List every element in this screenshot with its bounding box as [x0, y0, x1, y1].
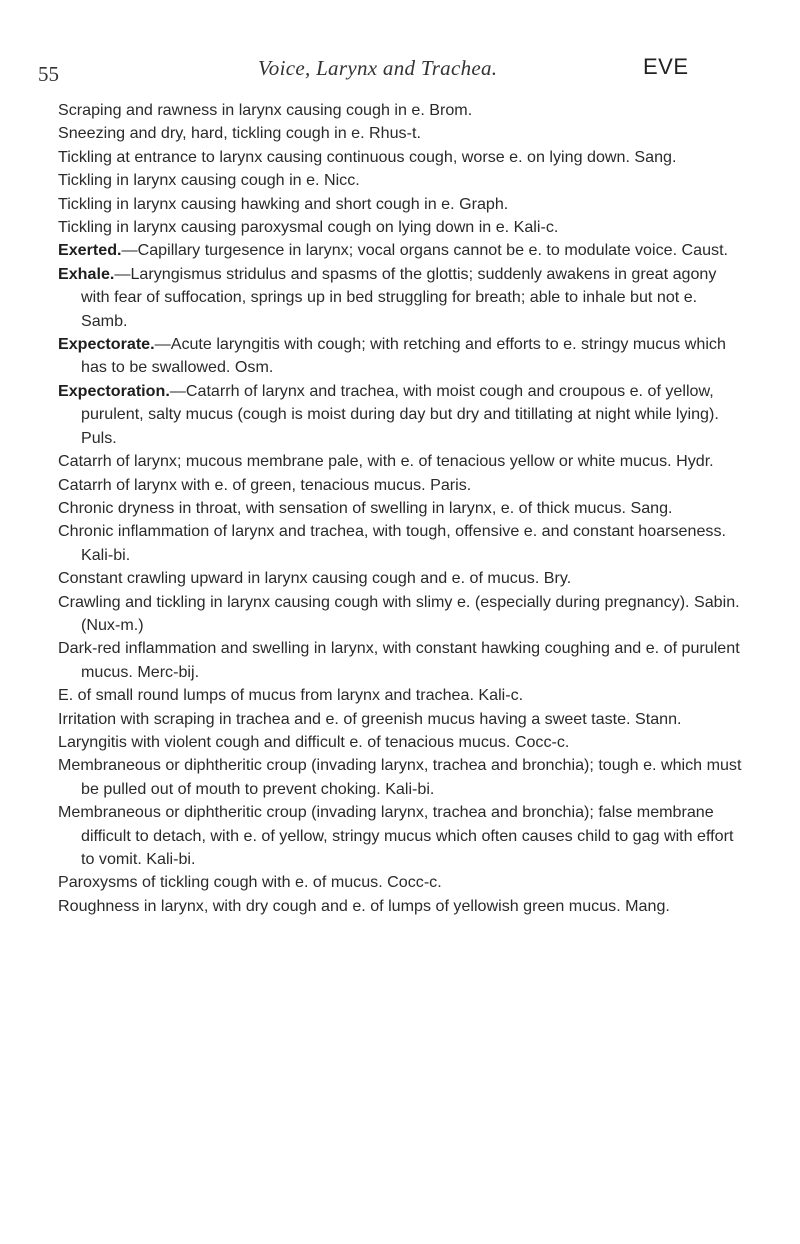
running-title: Voice, Larynx and Trachea. — [258, 56, 498, 80]
entry — [58, 567, 748, 590]
entry-text: Paroxysms of tickling cough with e. of mucus. Cocc-c. — [58, 873, 442, 892]
entry-text: Catarrh of larynx; mucous membrane pale, with e. of tenacious yellow or white mucus. Hydr. — [58, 452, 714, 471]
entry — [58, 754, 748, 801]
entry — [58, 637, 748, 684]
entry — [58, 801, 748, 871]
entry — [58, 450, 748, 473]
entry-heading: Expectorate. — [58, 335, 155, 354]
entry — [58, 169, 748, 192]
entry-text: —Laryngismus stridulus and spasms of the glottis; suddenly awakens in great agony with fear of suffocation, springs up in bed struggling for breath; able to inhale but not e. Samb. — [81, 264, 717, 330]
entry-text: Tickling in larynx causing paroxysmal cough on lying down in e. Kali-c. — [58, 218, 559, 237]
entry-list — [58, 99, 748, 918]
entry-text: Roughness in larynx, with dry cough and e. of lumps of yellowish green mucus. Mang. — [58, 896, 670, 915]
entry — [58, 871, 748, 894]
entry-text: Dark-red inflammation and swelling in larynx, with constant hawking coughing and e. of purulent mucus. Merc-bij. — [58, 639, 740, 681]
entry-text: Membraneous or diphtheritic croup (invading larynx, trachea and bronchia); tough e. which must be pulled out of mouth to prevent choking. Kali-bi. — [58, 756, 742, 798]
entry-heading: Exerted. — [58, 241, 122, 260]
entry — [58, 474, 748, 497]
entry — [58, 239, 748, 262]
entry — [58, 684, 748, 707]
entry — [58, 895, 748, 918]
page-number: 55 — [38, 62, 59, 86]
entry-heading: Exhale. — [58, 264, 115, 283]
entry-text: E. of small round lumps of mucus from larynx and trachea. Kali-c. — [58, 686, 524, 705]
entry — [58, 216, 748, 239]
entry — [58, 591, 748, 638]
entry-text: Chronic dryness in throat, with sensation of swelling in larynx, e. of thick mucus. Sang. — [58, 498, 673, 517]
entry-text: Laryngitis with violent cough and difficult e. of tenacious mucus. Cocc-c. — [58, 732, 570, 751]
entry — [58, 263, 748, 333]
entry-text: Catarrh of larynx with e. of green, tenacious mucus. Paris. — [58, 475, 472, 494]
entry-text: Membraneous or diphtheritic croup (invading larynx, trachea and bronchia); false membrane difficult to detach, with e. of yellow, stringy mucus which often causes child to gag with effort to vomit. Kali-bi. — [58, 803, 734, 868]
entry — [58, 708, 748, 731]
entry — [58, 193, 748, 216]
entry — [58, 520, 748, 567]
entry — [58, 380, 748, 450]
entry-text: Irritation with scraping in trachea and e. of greenish mucus having a sweet taste. Stann. — [58, 709, 682, 728]
entry-text: Tickling at entrance to larynx causing continuous cough, worse e. on lying down. Sang. — [58, 147, 677, 166]
entry-text: Sneezing and dry, hard, tickling cough in e. Rhus-t. — [58, 124, 421, 143]
entry-text: Tickling in larynx causing cough in e. Nicc. — [58, 171, 360, 190]
entry-text: Constant crawling upward in larynx causing cough and e. of mucus. Bry. — [58, 569, 572, 588]
entry — [58, 146, 748, 169]
page-header — [0, 52, 800, 92]
entry — [58, 333, 748, 380]
entry-text: Scraping and rawness in larynx causing cough in e. Brom. — [58, 101, 473, 119]
section-tag: EVE — [643, 54, 689, 79]
entry — [58, 731, 748, 754]
entry-text: —Capillary turgesence in larynx; vocal organs cannot be e. to modulate voice. Caust. — [121, 241, 729, 260]
entry — [58, 122, 748, 145]
entry-text: —Acute laryngitis with cough; with retching and efforts to e. stringy mucus which has to be swallowed. Osm. — [81, 335, 726, 377]
entry — [58, 497, 748, 520]
entry-text: —Catarrh of larynx and trachea, with moist cough and croupous e. of yellow, purulent, salty mucus (cough is moist during day but dry and titillating at night while lying). Puls. — [81, 381, 719, 447]
entry-text: Tickling in larynx causing hawking and short cough in e. Graph. — [58, 194, 509, 213]
entry-text: Crawling and tickling in larynx causing cough with slimy e. (especially during pregnancy). Sabin. (Nux-m.) — [58, 592, 740, 634]
entry-text: Chronic inflammation of larynx and trachea, with tough, offensive e. and constant hoarseness. Kali-bi. — [58, 522, 726, 564]
entry — [58, 99, 748, 122]
entry-heading: Expectoration. — [58, 381, 170, 400]
